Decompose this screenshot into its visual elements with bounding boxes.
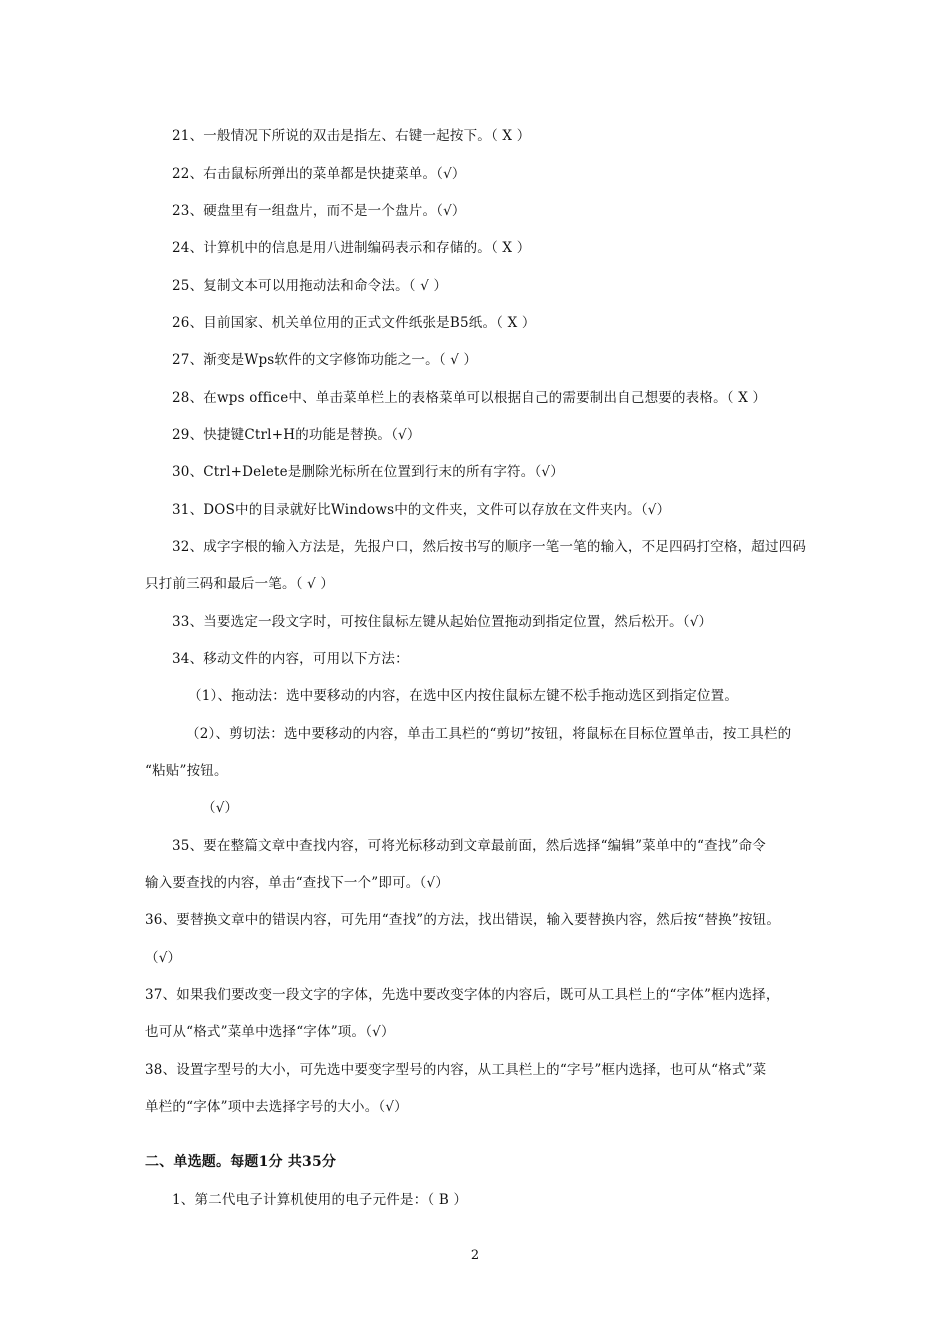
question-38-line2: 单栏的“字体”项中去选择字号的大小。（√） bbox=[145, 1099, 408, 1115]
question-34-option-2-line2: “粘贴”按钮。 bbox=[145, 763, 228, 779]
question-37-line2: 也可从“格式”菜单中选择“字体”项。（√） bbox=[145, 1024, 395, 1040]
question-35-line1: 35、要在整篇文章中查找内容，可将光标移动到文章最前面，然后选择“编辑”菜单中的“查找”命令 bbox=[172, 838, 766, 854]
question-21: 21、一般情况下所说的双击是指左、右键一起按下。（ X ） bbox=[172, 128, 531, 144]
question-34-answer: （√） bbox=[202, 800, 239, 816]
question-37-line1: 37、如果我们要改变一段文字的字体，先选中要改变字体的内容后，既可从工具栏上的“字体”框内选择， bbox=[145, 987, 780, 1003]
question-24: 24、计算机中的信息是用八进制编码表示和存储的。（ X ） bbox=[172, 240, 531, 256]
question-34-option-1: （1）、拖动法：选中要移动的内容，在选中区内按住鼠标左键不松手拖动选区到指定位置。 bbox=[188, 688, 739, 704]
question-33: 33、当要选定一段文字时，可按住鼠标左键从起始位置拖动到指定位置，然后松开。（√） bbox=[172, 614, 713, 630]
question-32-line2: 只打前三码和最后一笔。（ √ ） bbox=[145, 576, 335, 592]
question-38-line1: 38、设置字型号的大小，可先选中要变字型号的内容，从工具栏上的“字号”框内选择，也可从“格式”菜 bbox=[145, 1062, 767, 1078]
question-23: 23、硬盘里有一组盘片，而不是一个盘片。（√） bbox=[172, 203, 466, 219]
question-25: 25、复制文本可以用拖动法和命令法。（ √ ） bbox=[172, 278, 448, 294]
question-28: 28、在wps office中、单击菜单栏上的表格菜单可以根据自己的需要制出自己想要的表格。（ X ） bbox=[172, 390, 767, 406]
section-heading-single-choice: 二、单选题。每题1分 共35分 bbox=[145, 1154, 337, 1170]
question-36-line1: 36、要替换文章中的错误内容，可先用“查找”的方法，找出错误，输入要替换内容，然后按“替换”按钮。 bbox=[145, 912, 781, 928]
question-31: 31、DOS中的目录就好比Windows中的文件夹，文件可以存放在文件夹内。（√） bbox=[172, 502, 671, 518]
question-29: 29、快捷键Ctrl+H的功能是替换。（√） bbox=[172, 427, 421, 443]
question-34: 34、移动文件的内容，可用以下方法： bbox=[172, 651, 409, 667]
question-27: 27、渐变是Wps软件的文字修饰功能之一。（ √ ） bbox=[172, 352, 478, 368]
question-34-option-2-line1: （2）、剪切法：选中要移动的内容，单击工具栏的“剪切”按钮，将鼠标在目标位置单击，按工具栏的 bbox=[186, 726, 792, 742]
question-22: 22、右击鼠标所弹出的菜单都是快捷菜单。（√） bbox=[172, 166, 466, 182]
question-30: 30、Ctrl+Delete是删除光标所在位置到行末的所有字符。（√） bbox=[172, 464, 564, 480]
single-choice-question-1: 1、第二代电子计算机使用的电子元件是：（ B ） bbox=[172, 1192, 468, 1208]
page-number: 2 bbox=[470, 1248, 480, 1263]
question-26: 26、目前国家、机关单位用的正式文件纸张是B5纸。（ X ） bbox=[172, 315, 536, 331]
question-36-line2: （√） bbox=[145, 950, 182, 966]
question-32-line1: 32、成字字根的输入方法是，先报户口，然后按书写的顺序一笔一笔的输入，不足四码打空格，超过四码 bbox=[172, 539, 807, 555]
question-35-line2: 输入要查找的内容，单击“查找下一个”即可。（√） bbox=[145, 875, 449, 891]
